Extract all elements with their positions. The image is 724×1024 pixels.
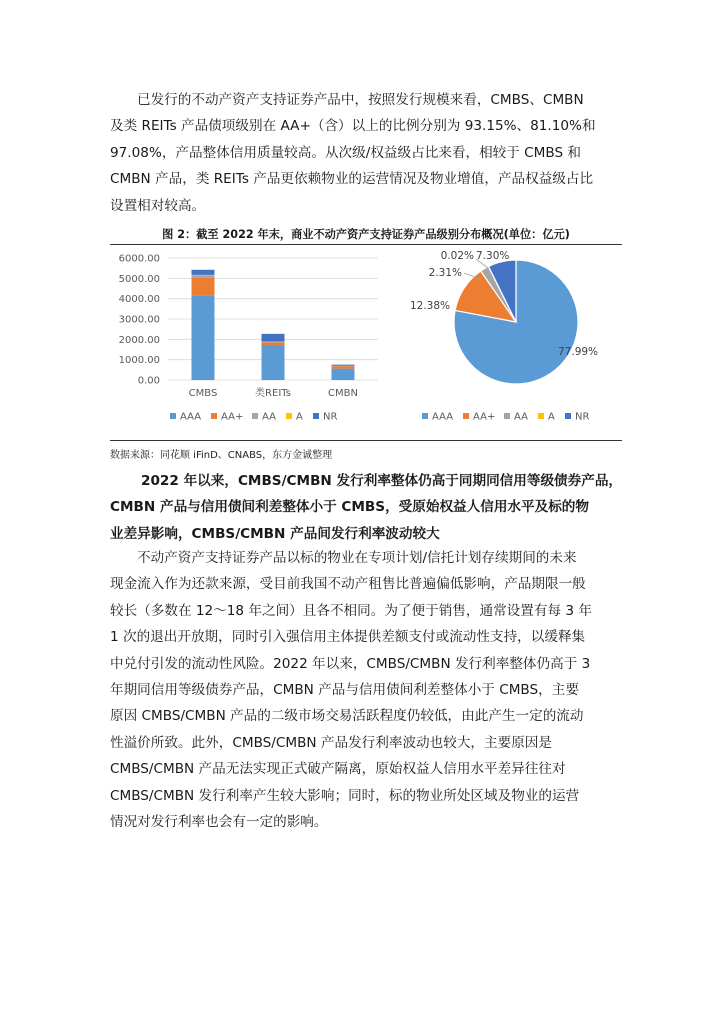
figure-bottom-rule: [110, 440, 622, 441]
body-paragraph: [110, 545, 622, 835]
section-heading: [110, 468, 622, 547]
intro-line: 设置相对较高。: [110, 197, 206, 214]
legend-label: AA+: [473, 411, 496, 423]
legend-swatch-AA: [504, 413, 510, 419]
bar-CMBN-NR: [332, 365, 355, 366]
body-line: CMBS/CMBN 产品无法实现正式破产隔离，原始权益人信用水平差异往往对: [110, 761, 566, 778]
body-line: 不动产资产支持证券产品以标的物业在专项计划/信托计划存续期间的未来: [137, 550, 577, 566]
heading-line: 业差异影响，CMBS/CMBN 产品间发行利率波动较大: [110, 525, 440, 542]
legend-label: AA: [514, 411, 528, 423]
bar-CMBN-AA+: [332, 366, 355, 368]
x-tick-label: 类REITs: [255, 388, 291, 399]
bar-CMBS-NR: [192, 270, 215, 275]
figure-caption: 图 2：截至 2022 年末，商业不动产资产支持证券产品级别分布概况(单位：亿元): [162, 228, 570, 241]
body-line: 1 次的退出开放期，同时引入强信用主体提供差额支付或流动性支持，以缓释集: [110, 629, 586, 646]
body-line: 年期同信用等级债券产品，CMBN 产品与信用债间利差整体小于 CMBS，主要: [110, 682, 579, 699]
body-line: 原因 CMBS/CMBN 产品的二级市场交易活跃程度仍较低，由此产生一定的流动: [110, 708, 584, 725]
legend-swatch-NR: [313, 413, 319, 419]
bar-CMBS-AAA: [192, 296, 215, 380]
legend-label: AAA: [432, 411, 454, 423]
legend-swatch-AA: [252, 413, 258, 419]
bar-marks: [192, 270, 355, 380]
intro-line: 97.08%，产品整体信用质量较高。从次级/权益级占比来看，相较于 CMBS 和: [110, 144, 582, 161]
body-line: 中兑付引发的流动性风险。2022 年以来，CMBS/CMBN 发行利率整体仍高于 3: [110, 655, 591, 672]
legend-label: A: [296, 411, 303, 423]
legend-swatch-A: [286, 413, 292, 419]
pie-legend: [422, 412, 589, 423]
bar-CMBN-AAA: [332, 369, 355, 380]
pie-label-AA: 2.31%: [428, 267, 462, 279]
x-tick-label: CMBS: [188, 388, 218, 399]
y-tick-label: 1000.00: [118, 355, 160, 367]
legend-label: NR: [323, 411, 338, 423]
body-line: 性溢价所致。此外，CMBS/CMBN 产品发行利率波动也较大，主要原因是: [110, 734, 552, 751]
legend-label: AA: [262, 411, 276, 423]
y-tick-label: 6000.00: [118, 253, 160, 265]
intro-line: 已发行的不动产资产支持证券产品中，按照发行规模来看，CMBS、CMBN: [137, 92, 584, 108]
y-tick-label: 5000.00: [118, 273, 160, 285]
legend-label: NR: [575, 411, 590, 423]
body-line: 较长（多数在 12～18 年之间）且各不相同。为了便于销售，通常设置有每 3 年: [110, 602, 592, 619]
bar-x-ticks: [189, 386, 358, 399]
y-tick-label: 0.00: [137, 375, 160, 387]
heading-line: 2022 年以来，CMBS/CMBN 发行利率整体仍高于同期同信用等级债券产品，: [141, 473, 623, 489]
heading-line: CMBN 产品与信用债间利差整体小于 CMBS，受原始权益人信用水平及标的物: [110, 499, 589, 516]
intro-line: 及类 REITs 产品债项级别在 AA+（含）以上的比例分别为 93.15%、81.10%和: [110, 118, 596, 135]
bar-类REITs-AA+: [262, 343, 285, 345]
stacked-bar-chart: [110, 246, 380, 436]
pie-label-AA+: 12.38%: [409, 300, 450, 312]
legend-label: AA+: [221, 411, 244, 423]
legend-label: A: [548, 411, 555, 423]
body-line: CMBS/CMBN 发行利率产生较大影响；同时，标的物业所处区域及物业的运营: [110, 787, 580, 804]
legend-label: AAA: [180, 411, 202, 423]
bar-CMBS-AA: [192, 275, 215, 277]
intro-paragraph: [110, 87, 622, 219]
pie-label-A: 0.02%: [440, 250, 474, 262]
bar-类REITs-NR: [262, 334, 285, 342]
bar-类REITs-AAA: [262, 345, 285, 380]
pie-chart: [392, 246, 624, 436]
body-line: 情况对发行利率也会有一定的影响。: [110, 814, 328, 831]
bar-CMBS-AA+: [192, 278, 215, 296]
y-tick-label: 4000.00: [118, 294, 160, 306]
figure-top-rule: [110, 244, 622, 245]
legend-swatch-AAA: [422, 413, 428, 419]
bar-CMBS-A: [192, 275, 215, 276]
legend-swatch-NR: [565, 413, 571, 419]
legend-swatch-AAA: [170, 413, 176, 419]
pie-label-AAA: 77.99%: [558, 346, 599, 358]
bar-y-ticks: [119, 254, 160, 387]
body-line: 现金流入作为还款来源，受目前我国不动产租售比普遍偏低影响，产品期限一般: [110, 576, 586, 593]
bar-legend: [170, 412, 337, 423]
intro-line: CMBN 产品，类 REITs 产品更依赖物业的运营情况及物业增值，产品权益级占比: [110, 171, 594, 188]
legend-swatch-AA+: [211, 413, 217, 419]
pie-slices: [454, 260, 578, 384]
y-tick-label: 3000.00: [118, 314, 160, 326]
x-tick-label: CMBN: [328, 388, 358, 399]
y-tick-label: 2000.00: [118, 334, 160, 346]
legend-swatch-A: [538, 413, 544, 419]
pie-label-NR: 7.30%: [476, 250, 510, 262]
legend-swatch-AA+: [463, 413, 469, 419]
source-note: 数据来源：同花顺 iFinD、CNABS，东方金诚整理: [110, 450, 333, 461]
bar-类REITs-AA: [262, 342, 285, 343]
